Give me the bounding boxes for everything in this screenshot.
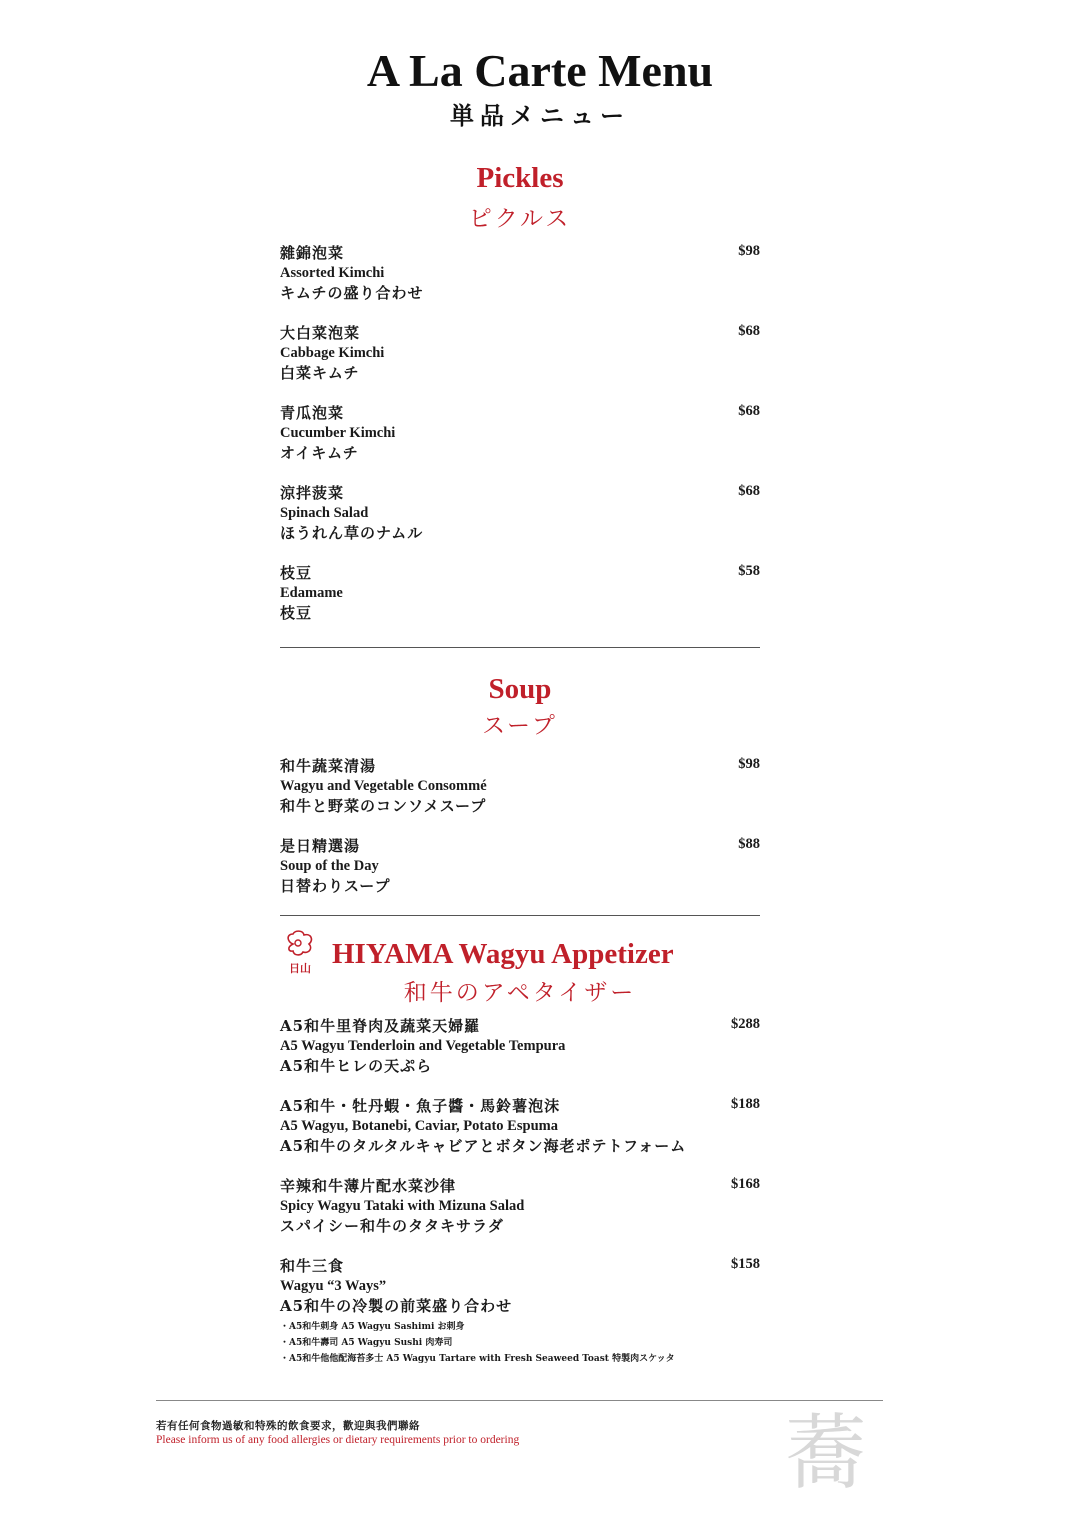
footer-notice-zh: 若有任何食物過敏和特殊的飲食要求，歡迎與我們聯絡 — [156, 1420, 420, 1432]
item-name-zh: 青瓜泡菜 — [280, 404, 345, 422]
menu-item-wagyu-tempura — [280, 1016, 760, 1077]
item-name-ja: 白菜キムチ — [280, 364, 360, 382]
item-name-en: Wagyu and Vegetable Consommé — [280, 778, 487, 794]
item-price: $168 — [731, 1176, 760, 1192]
item-name-en: Spicy Wagyu Tataki with Mizuna Salad — [280, 1198, 525, 1214]
item-price: $68 — [738, 483, 760, 499]
watermark-glyph: 蕎 — [784, 1406, 868, 1497]
item-price: $58 — [738, 563, 760, 579]
item-name-en: A5 Wagyu Tenderloin and Vegetable Tempura — [280, 1038, 566, 1054]
section-divider — [280, 915, 760, 916]
watermark-logo — [766, 1405, 886, 1497]
footer-notice-en: Please inform us of any food allergies or dietary requirements prior to ordering — [156, 1434, 520, 1446]
logo-text: 日山 — [289, 962, 311, 975]
item-name-ja: A5和牛の冷製の前菜盛り合わせ — [280, 1297, 513, 1315]
item-price: $98 — [738, 243, 760, 259]
item-name-en: Wagyu “3 Ways” — [280, 1278, 387, 1294]
item-name-ja: A5和牛ヒレの天ぷら — [280, 1057, 433, 1075]
item-name-ja: 日替わりスープ — [280, 877, 391, 895]
footer-divider — [156, 1400, 883, 1401]
menu-item-cucumber-kimchi — [280, 403, 760, 464]
item-name-en: Edamame — [280, 585, 343, 601]
item-name-en: A5 Wagyu, Botanebi, Caviar, Potato Espuma — [280, 1118, 558, 1134]
item-price: $158 — [731, 1256, 760, 1272]
item-note: ・A5和牛刺身 A5 Wagyu Sashimi お刺身 — [280, 1322, 465, 1332]
item-name-en: Cabbage Kimchi — [280, 345, 385, 361]
section-subtitle-appetizer: 和牛のアペタイザー — [403, 980, 637, 1006]
item-name-zh: 枝豆 — [280, 564, 313, 582]
item-name-ja: 枝豆 — [280, 604, 313, 622]
section-divider — [280, 647, 760, 648]
item-name-en: Spinach Salad — [280, 505, 369, 521]
menu-item-wagyu-botanebi-caviar — [280, 1096, 760, 1157]
item-note: ・A5和牛壽司 A5 Wagyu Sushi 肉寿司 — [280, 1338, 453, 1348]
section-subtitle-pickles: ピクルス — [468, 206, 572, 232]
section-title-appetizer: HIYAMA Wagyu Appetizer — [332, 938, 674, 970]
item-name-zh: 和牛蔬菜清湯 — [280, 757, 377, 775]
menu-item-spinach-salad — [280, 483, 760, 544]
item-name-en: Cucumber Kimchi — [280, 425, 396, 441]
item-name-zh: 雜錦泡菜 — [280, 244, 345, 262]
section-title-pickles: Pickles — [476, 162, 564, 194]
section-title-soup: Soup — [488, 673, 552, 705]
item-note: ・A5和牛他他配海苔多士 A5 Wagyu Tartare with Fresh Seaweed Toast 特製肉スケッタ — [280, 1354, 675, 1364]
item-price: $68 — [738, 323, 760, 339]
item-name-zh: A5和牛・牡丹蝦・魚子醬・馬鈴薯泡沫 — [280, 1097, 561, 1115]
item-name-en: Soup of the Day — [280, 858, 379, 874]
item-name-zh: 涼拌菠菜 — [280, 484, 345, 502]
section-subtitle-soup: スープ — [482, 713, 558, 739]
menu-item-cabbage-kimchi — [280, 323, 760, 384]
item-price: $288 — [731, 1016, 760, 1032]
hiyama-logo — [283, 930, 317, 976]
item-name-ja: オイキムチ — [280, 444, 359, 462]
page-subtitle: 単品メニュー — [450, 101, 630, 130]
item-name-ja: 和牛と野菜のコンソメスープ — [280, 797, 487, 815]
menu-item-soup-of-the-day — [280, 836, 760, 897]
item-price: $88 — [738, 836, 760, 852]
item-price: $68 — [738, 403, 760, 419]
item-name-zh: A5和牛里脊肉及蔬菜天婦羅 — [280, 1017, 481, 1035]
menu-item-edamame — [280, 563, 760, 624]
item-name-ja: A5和牛のタルタルキャビアとボタン海老ポテトフォーム — [280, 1137, 687, 1155]
item-name-ja: スパイシー和牛のタタキサラダ — [280, 1217, 504, 1235]
menu-item-spicy-wagyu-tataki — [280, 1176, 760, 1237]
item-price: $98 — [738, 756, 760, 772]
item-name-zh: 和牛三食 — [280, 1257, 345, 1275]
item-notes — [280, 1319, 760, 1367]
item-name-ja: ほうれん草のナムル — [280, 524, 424, 542]
item-name-ja: キムチの盛り合わせ — [280, 284, 424, 302]
item-name-zh: 辛辣和牛薄片配水菜沙律 — [280, 1177, 457, 1195]
item-name-zh: 大白菜泡菜 — [280, 324, 361, 342]
page-title: A La Carte Menu — [366, 45, 714, 96]
menu-item-wagyu-consomme — [280, 756, 760, 817]
item-name-zh: 是日精選湯 — [280, 837, 361, 855]
menu-item-wagyu-3-ways — [280, 1256, 760, 1367]
menu-item-assorted-kimchi — [280, 243, 760, 304]
item-name-en: Assorted Kimchi — [280, 265, 385, 281]
item-price: $188 — [731, 1096, 760, 1112]
